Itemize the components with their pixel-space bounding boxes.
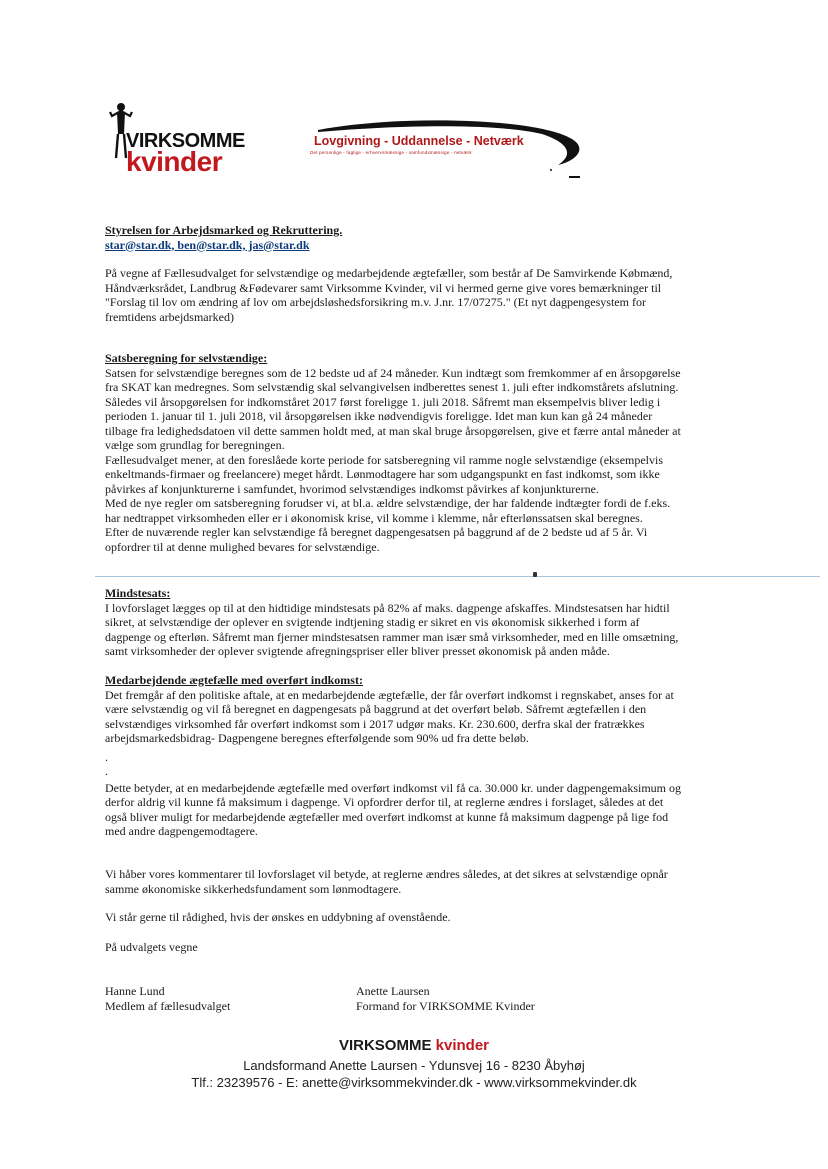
section-line: Dette betyder, at en medarbejdende ægtefælle med overført indkomst vil få ca. 30.000 kr. under dagpengemaksimum og xyxy=(105,780,682,795)
section-line: perioden 1. januar til 1. juli 2018, vil årsopgørelsen ikke nødvendigvis foreligge. Idet man kun kan gå 24 måneder xyxy=(105,409,653,423)
section-line: vælge som grundlag for beregningen. xyxy=(105,438,285,452)
footer-address: Landsformand Anette Laursen - Ydunsvej 16 - 8230 Åbyhøj xyxy=(243,1058,585,1073)
section-line: dagpenge og efterløn. Såfremt man fjerner mindstesatsen rammer man især små virksomheder, med en lille omsætning, xyxy=(105,629,679,644)
section-line: har nedtrappet virksomheden eller er i økonomisk krise, vil komme i klemme, når efterlønssatsen skal beregnes. xyxy=(105,510,643,525)
section-line: samt virksomheder der oplever svigtende afregningspriser eller bliver presset økonomisk på anden måde. xyxy=(105,644,610,658)
closing-line: Vi håber vores kommentarer til lovforslaget vil betyde, at reglerne ændres således, at det sikres at selvstændige opnår xyxy=(105,867,668,881)
signature-left-title: Medlem af fællesudvalget xyxy=(105,999,231,1013)
section-line: Med de nye regler om satsberegning forudser vi, at bl.a. ældre selvstændige, der har faldende indtægter fordi de f.eks. xyxy=(105,496,671,510)
section-line: selvstændiges virksomhed får overført indkomst som i 2017 udgør maks. Kr. 230.600, derfra skal der fratrækkes xyxy=(105,716,645,731)
section-line: I lovforslaget lægges op til at den hidtidige mindstesats på 82% af maks. dagpenge afskaffes. Mindstesatsen har hidtil xyxy=(105,600,670,615)
footer-contact: Tlf.: 23239576 - E: anette@virksommekvinder.dk - www.virksommekvinder.dk xyxy=(191,1075,637,1090)
tagline-main-text: Lovgivning - Uddannelse - Netværk xyxy=(314,134,524,148)
signature-right-title: Formand for VIRKSOMME Kvinder xyxy=(356,999,535,1013)
intro-line: På vegne af Fællesudvalget for selvstændige og medarbejdende ægtefæller, som består af De Samvirkende Købmænd, xyxy=(105,266,673,280)
section-line: Satsen for selvstændige beregnes som de 12 bedste ud af 24 måneder. Kun indtægt som fremkommer af en årsopgørelse xyxy=(105,365,681,380)
section-line: sikret, at selvstændige der oplever en svigtende indtjening stadig er sikret en vis økonomisk sikkerhed i form af xyxy=(105,615,640,629)
tagline xyxy=(310,120,590,190)
rule-mark xyxy=(533,572,537,577)
section-line: tilbage fra ledighedsdatoen vil dette sammen holdt med, at man skal bruge årsopgørelsen, give et færre antal måneder at xyxy=(105,423,681,438)
recipient-emails[interactable]: star@star.dk, ben@star.dk, jas@star.dk xyxy=(105,237,310,252)
section-heading: Medarbejdende ægtefælle med overført indkomst: xyxy=(105,673,363,687)
section-line: også bliver muligt for medarbejdende ægtefæller med overført indkomst at kunne få maksimum dagpenge på lige fod xyxy=(105,809,669,824)
section-line: derfor aldrig vil kunne få maksimum i dagpenge. Vi opfordrer derfor til, at reglerne ændres i forslaget, således at det xyxy=(105,795,664,809)
horizontal-rule xyxy=(95,576,820,577)
section-mindstesats xyxy=(105,586,720,659)
recipient-name: Styrelsen for Arbejdsmarked og Rekruttering. xyxy=(105,223,343,237)
closing-line: samme økonomiske sikkerhedsfundament som lønmodtagere. xyxy=(105,881,402,896)
logo-text-virksomme: VIRKSOMME xyxy=(126,130,245,152)
bullet-mark: . xyxy=(105,749,108,764)
footer-org-part2: kvinder xyxy=(435,1037,490,1054)
footer-org-name xyxy=(0,1037,828,1054)
virksomme-kvinder-logo xyxy=(108,100,248,180)
section-line: enkeltmands-firmaer og freelancere) meget hårdt. Lønmodtagere har som udgangspunkt en fast indkomst, som ikke xyxy=(105,467,660,481)
on-behalf-line xyxy=(105,940,720,955)
recipient-block xyxy=(105,223,720,252)
section-heading: Satsberegning for selvstændige: xyxy=(105,351,268,365)
section-line: Fællesudvalget mener, at den foreslåede korte periode for satsberegning vil ramme nogle selvstændige (eksempelvis xyxy=(105,452,664,467)
section-medarbejdende xyxy=(105,673,720,839)
section-line: Det fremgår af den politiske aftale, at en medarbejdende ægtefælle, der får overført indkomst i regnskabet, anses for at xyxy=(105,687,674,702)
section-line: Efter de nuværende regler kan selvstændige få beregnet dagpengesatsen på baggrund af de 2 bedste ud af 5 år. Vi xyxy=(105,525,648,539)
section-heading: Mindstesats: xyxy=(105,586,171,600)
section-line: med andre dagpengemodtagere. xyxy=(105,824,258,838)
swoosh-graphic xyxy=(310,120,590,190)
offer-text: Vi står gerne til rådighed, hvis der ønskes en uddybning af ovenstående. xyxy=(105,910,451,924)
on-behalf-text: På udvalgets vegne xyxy=(105,940,198,954)
signature-right xyxy=(356,984,535,1014)
intro-paragraph xyxy=(105,266,720,324)
closing-paragraph xyxy=(105,867,720,896)
section-satsberegning xyxy=(105,351,720,554)
logo-text-kvinder: kvinder xyxy=(126,146,223,177)
section-line: Således vil årsopgørelsen for indkomståret 2017 først foreligge 1. juli 2018. Såfremt man eksempelvis bliver ledig i xyxy=(105,394,661,409)
signature-left-name: Hanne Lund xyxy=(105,984,165,998)
intro-line: fremtidens arbejdsmarked) xyxy=(105,309,234,324)
signature-right-name: Anette Laursen xyxy=(356,984,430,998)
section-line: være selvstændig og vil få beregnet en dagpengesats på baggrund at det overført beløb. Såfremt ægtefællen i den xyxy=(105,702,647,716)
section-line: arbejdsmarkedsbidrag- Dagpengene beregnes efterfølgende som 90% ud fra dette beløb. xyxy=(105,731,529,745)
intro-line: Håndværksrådet, Landbrug &Fødevarer samt Virksomme Kvinder, vil vi hermed gerne give vores bemærkninger til xyxy=(105,280,662,295)
tagline-sub-text: Det personlige - faglige - erhvervsmæssige - samfundsmæssige - netværk xyxy=(310,150,472,155)
offer-line xyxy=(105,910,720,925)
intro-line: "Forslag til lov om ændring af lov om arbejdsløshedsforsikring m.v. J.nr. 17/07275." (Et nyt dagpengesystem for xyxy=(105,295,646,309)
bullet-mark: . xyxy=(105,764,108,778)
footer-org-part1: VIRKSOMME xyxy=(338,1037,432,1054)
section-line: påvirkes af konjunkturerne i samfundet, hvorimod selvstændiges indkomst påvirkes af konjunkturerne. xyxy=(105,481,599,496)
section-line: opfordrer til at denne mulighed bevares for selvstændige. xyxy=(105,539,380,554)
section-line: fra SKAT kan medregnes. Som selvstændig skal selvangivelsen indberettes senest 1. juli efter indkomstårets afslutning. xyxy=(105,380,679,394)
signature-left xyxy=(105,984,230,1014)
